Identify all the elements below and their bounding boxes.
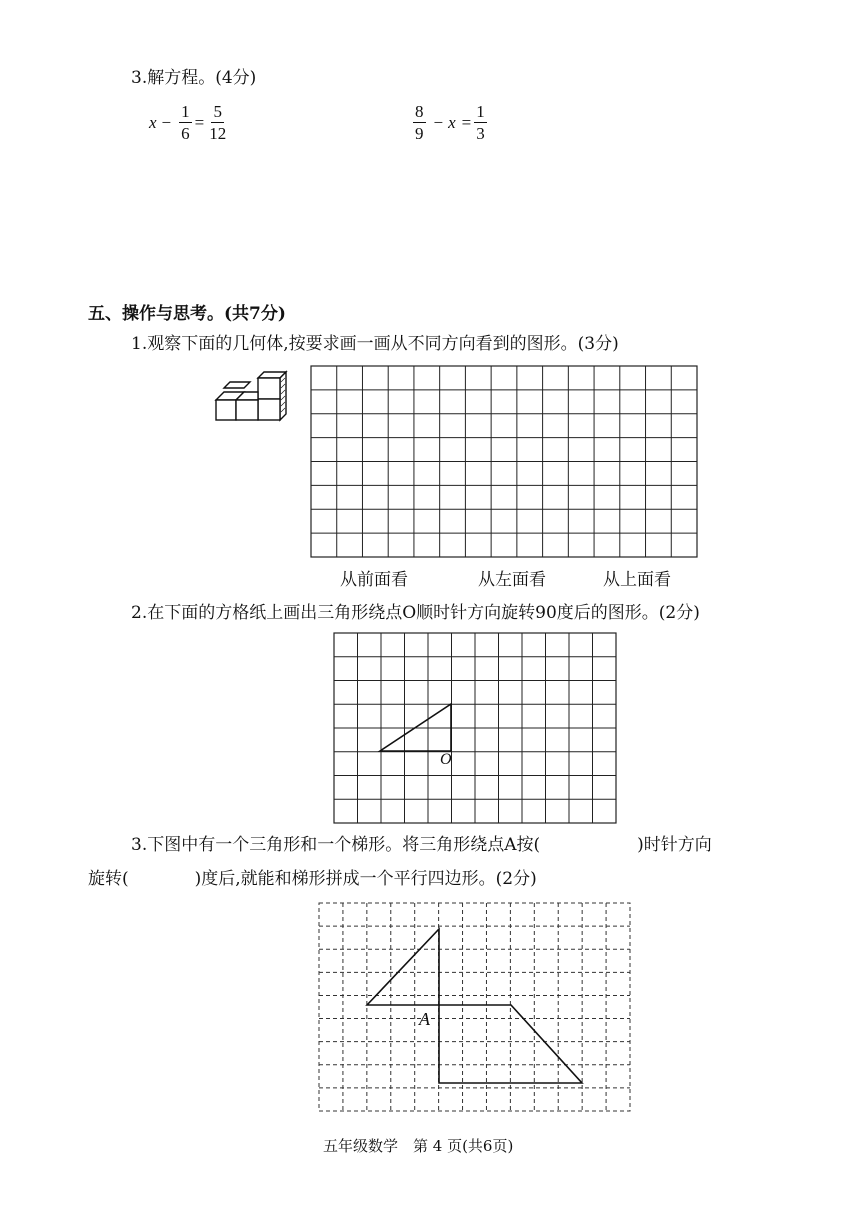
problem-3-text-b: )时针方向 — [637, 835, 712, 855]
page-footer: 五年级数学 第 4 页(共6页) — [323, 1137, 514, 1155]
point-a-label: A — [419, 1009, 430, 1029]
section-5-heading: 五、操作与思考。(共7分) — [88, 304, 286, 324]
problem-3-text-a: 3.下图中有一个三角形和一个梯形。将三角形绕点A按( — [131, 835, 541, 855]
label-front-view: 从前面看 — [340, 570, 408, 590]
eq2-frac2-denominator: 3 — [476, 124, 485, 143]
eq1-equals: = — [194, 112, 205, 132]
grid-views — [310, 365, 698, 558]
eq1-variable: x — [149, 112, 157, 132]
eq1-fraction-1 — [179, 102, 192, 143]
triangle-shape-2 — [367, 929, 439, 1005]
problem-3-line-2 — [88, 868, 537, 890]
eq2-equals: = — [461, 112, 472, 132]
problem-3-line-1 — [131, 834, 712, 856]
cube-solid-figure — [214, 370, 290, 424]
eq1-frac1-numerator: 1 — [181, 102, 190, 121]
eq1-fraction-2 — [207, 102, 228, 143]
eq2-fraction-2 — [474, 102, 487, 143]
grid-rotation — [333, 632, 617, 824]
eq2-frac1-numerator: 8 — [415, 102, 424, 121]
problem-3-text-d: )度后,就能和梯形拼成一个平行四边形。(2分) — [194, 869, 537, 889]
eq2-frac1-denominator: 9 — [415, 124, 424, 143]
eq1-minus: − — [161, 112, 172, 132]
problem-2-text: 2.在下面的方格纸上画出三角形绕点O顺时针方向旋转90度后的图形。(2分) — [131, 603, 700, 623]
eq2-minus: − — [433, 112, 444, 132]
problem-1-text: 1.观察下面的几何体,按要求画一画从不同方向看到的图形。(3分) — [131, 334, 619, 354]
equation-1 — [149, 102, 231, 143]
q3-heading: 3.解方程。(4分) — [131, 68, 257, 88]
eq1-frac1-denominator: 6 — [181, 124, 190, 143]
label-top-view: 从上面看 — [603, 570, 671, 590]
grid-parallelogram — [318, 902, 631, 1112]
eq1-frac2-denominator: 12 — [209, 124, 227, 143]
eq1-frac2-numerator: 5 — [213, 102, 222, 121]
label-left-view: 从左面看 — [478, 570, 546, 590]
eq2-variable: x — [448, 112, 456, 132]
point-o-label: O — [440, 751, 452, 768]
eq2-fraction-1 — [413, 102, 426, 143]
eq2-frac2-numerator: 1 — [476, 102, 485, 121]
equation-2 — [410, 102, 490, 143]
problem-3-text-c: 旋转( — [88, 869, 129, 889]
